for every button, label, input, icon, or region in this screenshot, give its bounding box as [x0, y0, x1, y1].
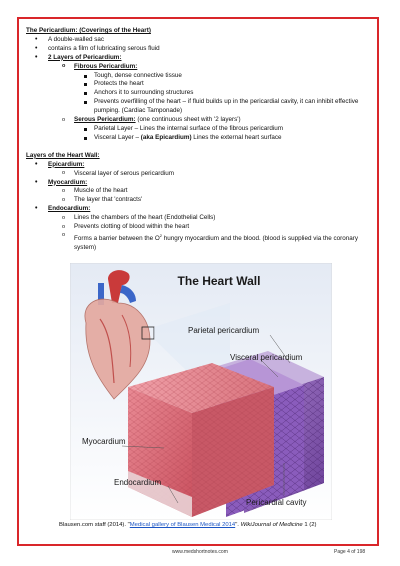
caption-post: 1 (2) [302, 522, 317, 528]
caption-pre: Blausen.com staff (2014). " [59, 522, 130, 528]
list-item [26, 232, 371, 253]
list-item: • A double-walled sac [26, 36, 371, 45]
epicardium-title: • Epicardium: [26, 161, 371, 170]
serous-title: Serous Pericardium: [74, 116, 136, 124]
barrier-pre: Forms a barrier between the O [74, 235, 160, 243]
pericardium-list [26, 36, 371, 143]
footer-url[interactable]: www.medshortnotes.com [172, 549, 228, 555]
list-item: Parietal Layer – Lines the internal surface of the fibrous pericardium [26, 125, 371, 134]
list-item: o Visceral layer of serous pericardium [26, 170, 371, 179]
list-item: o Lines the chambers of the heart (Endothelial Cells) [26, 214, 371, 223]
list-item: Anchors it to surrounding structures [26, 89, 371, 98]
visceral-pre: Visceral Layer – [94, 133, 141, 141]
figure-title: The Heart Wall [177, 274, 261, 288]
list-item: o The layer that 'contracts' [26, 196, 371, 205]
caption-journal: WikiJournal of Medicine [240, 522, 303, 528]
list-item: o Muscle of the heart [26, 187, 371, 196]
fibrous-title: o Fibrous Pericardium: [26, 63, 371, 72]
endocardium-title: • Endocardium: [26, 205, 371, 214]
label-myocardium: Myocardium [82, 437, 126, 446]
heart-wall-illustration [70, 263, 332, 520]
heart-wall-heading: Layers of the Heart Wall: [26, 151, 100, 159]
label-endocardium: Endocardium [114, 478, 162, 487]
myocardium-title: • Myocardium: [26, 179, 371, 188]
visceral-post: Lines the external heart surface [191, 133, 282, 141]
page-number: Page 4 of 198 [334, 549, 366, 555]
pericardium-heading: The Pericardium: (Coverings of the Heart) [26, 27, 151, 34]
heart-wall-list [26, 161, 371, 253]
list-item: Prevents overfilling of the heart – if fluid builds up in the pericardial cavity, it can inhibit effective pumping. (Cardiac Tamponade) [26, 98, 371, 116]
caption-link[interactable]: Medical gallery of Blausen Medical 2014 [129, 522, 236, 528]
notes-body [26, 27, 371, 253]
caption-mid: ". [235, 522, 241, 528]
list-item [26, 134, 371, 143]
list-item: Protects the heart [26, 80, 371, 89]
label-visceral: Visceral pericardium [230, 353, 303, 362]
list-item: Tough, dense connective tissue [26, 72, 371, 81]
list-item: o Prevents clotting of blood within the heart [26, 223, 371, 232]
label-pericardial-cavity: Pericardial cavity [246, 498, 307, 507]
visceral-bold: (aka Epicardium) [140, 133, 192, 141]
heart-wall-figure [70, 263, 332, 520]
oxygen-subscript: 2 [159, 232, 162, 238]
label-parietal: Parietal pericardium [188, 326, 260, 335]
serous-note: (one continuous sheet with '2 layers') [137, 116, 241, 124]
list-item: • 2 Layers of Pericardium: [26, 54, 371, 63]
list-item: • contains a film of lubricating serous fluid [26, 45, 371, 54]
figure-caption [59, 522, 379, 528]
serous-title-row [26, 116, 371, 125]
barrier-post: hungry myocardium and the blood. (blood is supplied via the coronary system) [74, 235, 358, 251]
